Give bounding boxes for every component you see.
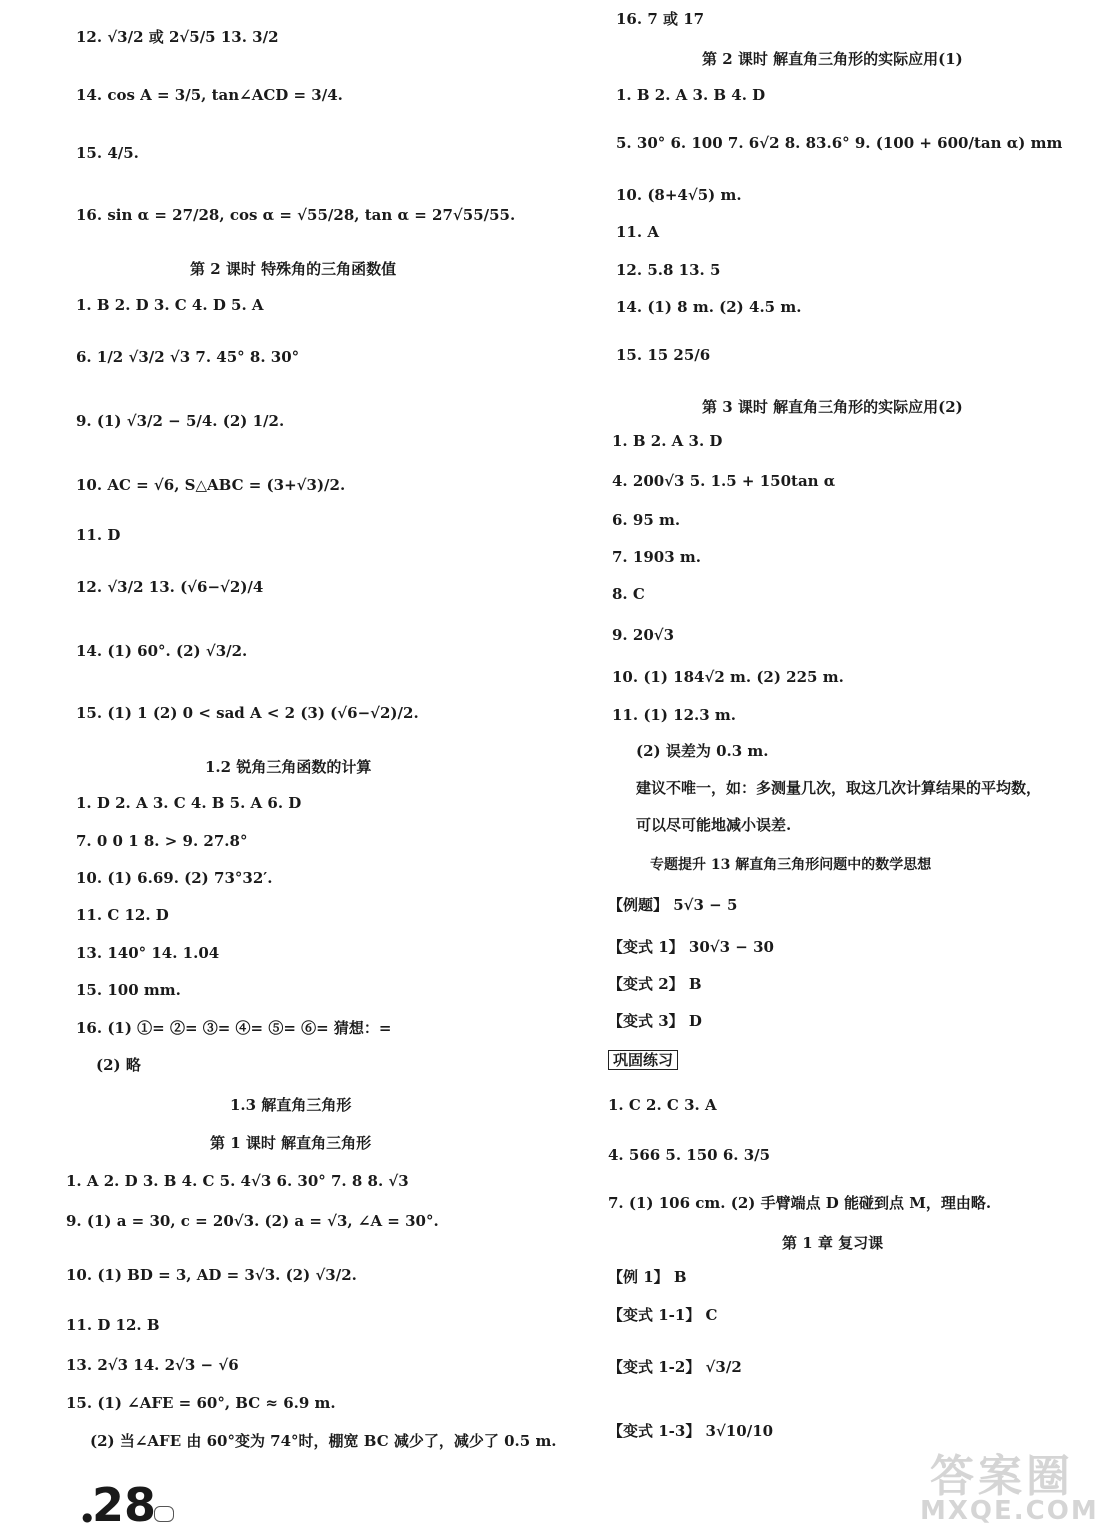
answer-line: 1. B 2. A 3. B 4. D	[616, 86, 766, 104]
answer-line: 【变式 1-2】 √3/2	[608, 1358, 742, 1376]
answer-line: 11. A	[616, 223, 659, 241]
answer-line: 16. 7 或 17	[616, 10, 705, 28]
answer-line: 15. 4/5.	[76, 144, 139, 162]
answer-line: 可以尽可能地减小误差.	[636, 816, 792, 834]
answer-line: 15. (1) ∠AFE = 60°, BC ≈ 6.9 m.	[66, 1394, 336, 1412]
answer-line: 14. cos A = 3/5, tan∠ACD = 3/4.	[76, 86, 343, 104]
answer-line: (2) 略	[96, 1056, 141, 1074]
answer-line: 【变式 1-3】 3√10/10	[608, 1422, 774, 1440]
answer-line: 11. D 12. B	[66, 1316, 160, 1334]
answer-line: 16. (1) ①= ②= ③= ④= ⑤= ⑥= 猜想：=	[76, 1019, 392, 1037]
answer-line: 1. B 2. A 3. D	[612, 432, 723, 450]
answer-line: 1. B 2. D 3. C 4. D 5. A	[76, 296, 264, 314]
answer-line: 10. (8+4√5) m.	[616, 186, 742, 204]
answer-line: 【变式 2】 B	[608, 975, 702, 993]
answer-line: 5. 30° 6. 100 7. 6√2 8. 83.6° 9. (100 + 600/tan α) mm	[616, 134, 1063, 152]
answer-line: 4. 566 5. 150 6. 3/5	[608, 1146, 771, 1164]
answer-line: 9. (1) √3/2 − 5/4. (2) 1/2.	[76, 412, 285, 430]
page-dot: ●	[82, 1510, 93, 1524]
section-heading: 1.2 锐角三角函数的计算	[205, 758, 372, 776]
answer-line: 1. D 2. A 3. C 4. B 5. A 6. D	[76, 794, 302, 812]
answer-line: 【变式 1】 30√3 − 30	[608, 938, 774, 956]
answer-line: 8. C	[612, 585, 645, 603]
answer-line: 14. (1) 60°. (2) √3/2.	[76, 642, 248, 660]
answer-line: 15. (1) 1 (2) 0 < sad A < 2 (3) (√6−√2)/2.	[76, 704, 419, 722]
book-icon	[154, 1506, 174, 1522]
answer-line: 10. (1) 184√2 m. (2) 225 m.	[612, 668, 844, 686]
answer-line: 1. C 2. C 3. A	[608, 1096, 717, 1114]
answer-line: 10. (1) 6.69. (2) 73°32′.	[76, 869, 273, 887]
section-heading: 第 3 课时 解直角三角形的实际应用(2)	[702, 398, 963, 416]
answer-line: 11. C 12. D	[76, 906, 169, 924]
answer-line: 15. 100 mm.	[76, 981, 181, 999]
section-heading: 第 2 课时 解直角三角形的实际应用(1)	[702, 50, 963, 68]
section-heading: 1.3 解直角三角形	[230, 1096, 352, 1114]
answer-line: 9. (1) a = 30, c = 20√3. (2) a = √3, ∠A = 30°.	[66, 1212, 439, 1230]
answer-line: 建议不唯一，如：多测量几次，取这几次计算结果的平均数，	[636, 779, 1042, 797]
section-heading: 专题提升 13 解直角三角形问题中的数学思想	[650, 857, 932, 873]
answer-line: 7. (1) 106 cm. (2) 手臂端点 D 能碰到点 M，理由略.	[608, 1194, 992, 1212]
answer-line: (2) 当∠AFE 由 60°变为 74°时，棚宽 BC 减少了，减少了 0.5 m.	[90, 1432, 557, 1450]
answer-line: 【例 1】 B	[608, 1268, 687, 1286]
answer-line: 13. 140° 14. 1.04	[76, 944, 220, 962]
answer-line: 【变式 3】 D	[608, 1012, 702, 1030]
answer-line: 10. (1) BD = 3, AD = 3√3. (2) √3/2.	[66, 1266, 357, 1284]
answer-line: 14. (1) 8 m. (2) 4.5 m.	[616, 298, 802, 316]
answer-line: 15. 15 25/6	[616, 346, 711, 364]
practice-label: 巩固练习	[608, 1050, 678, 1070]
page-number: 28	[92, 1478, 157, 1532]
answer-line: 11. (1) 12.3 m.	[612, 706, 737, 724]
answer-line: 【变式 1-1】 C	[608, 1306, 718, 1324]
answer-line: 16. sin α = 27/28, cos α = √55/28, tan α = 27√55/55.	[76, 206, 516, 224]
answer-line: 1. A 2. D 3. B 4. C 5. 4√3 6. 30° 7. 8 8. √3	[66, 1172, 409, 1190]
watermark	[900, 1440, 1100, 1530]
answer-line: 12. √3/2 或 2√5/5 13. 3/2	[76, 28, 279, 46]
answer-line: 10. AC = √6, S△ABC = (3+√3)/2.	[76, 476, 346, 494]
answer-line: (2) 误差为 0.3 m.	[636, 742, 769, 760]
answer-line: 6. 1/2 √3/2 √3 7. 45° 8. 30°	[76, 348, 300, 366]
answer-line: 【例题】 5√3 − 5	[608, 896, 738, 914]
watermark-url: MXQE.COM	[920, 1496, 1099, 1526]
answer-line: 7. 0 0 1 8. > 9. 27.8°	[76, 832, 248, 850]
watermark-text: 答案圈	[930, 1451, 1074, 1502]
section-heading: 第 1 课时 解直角三角形	[210, 1134, 372, 1152]
answer-line: 12. 5.8 13. 5	[616, 261, 721, 279]
answer-line: 11. D	[76, 526, 121, 544]
answer-line: 13. 2√3 14. 2√3 − √6	[66, 1356, 239, 1374]
answer-line: 6. 95 m.	[612, 511, 681, 529]
section-heading: 第 1 章 复习课	[782, 1234, 884, 1252]
answer-line: 7. 1903 m.	[612, 548, 701, 566]
answer-line: 9. 20√3	[612, 626, 675, 644]
answer-line: 12. √3/2 13. (√6−√2)/4	[76, 578, 264, 596]
answer-line: 4. 200√3 5. 1.5 + 150tan α	[612, 472, 836, 490]
section-heading: 第 2 课时 特殊角的三角函数值	[190, 260, 397, 278]
